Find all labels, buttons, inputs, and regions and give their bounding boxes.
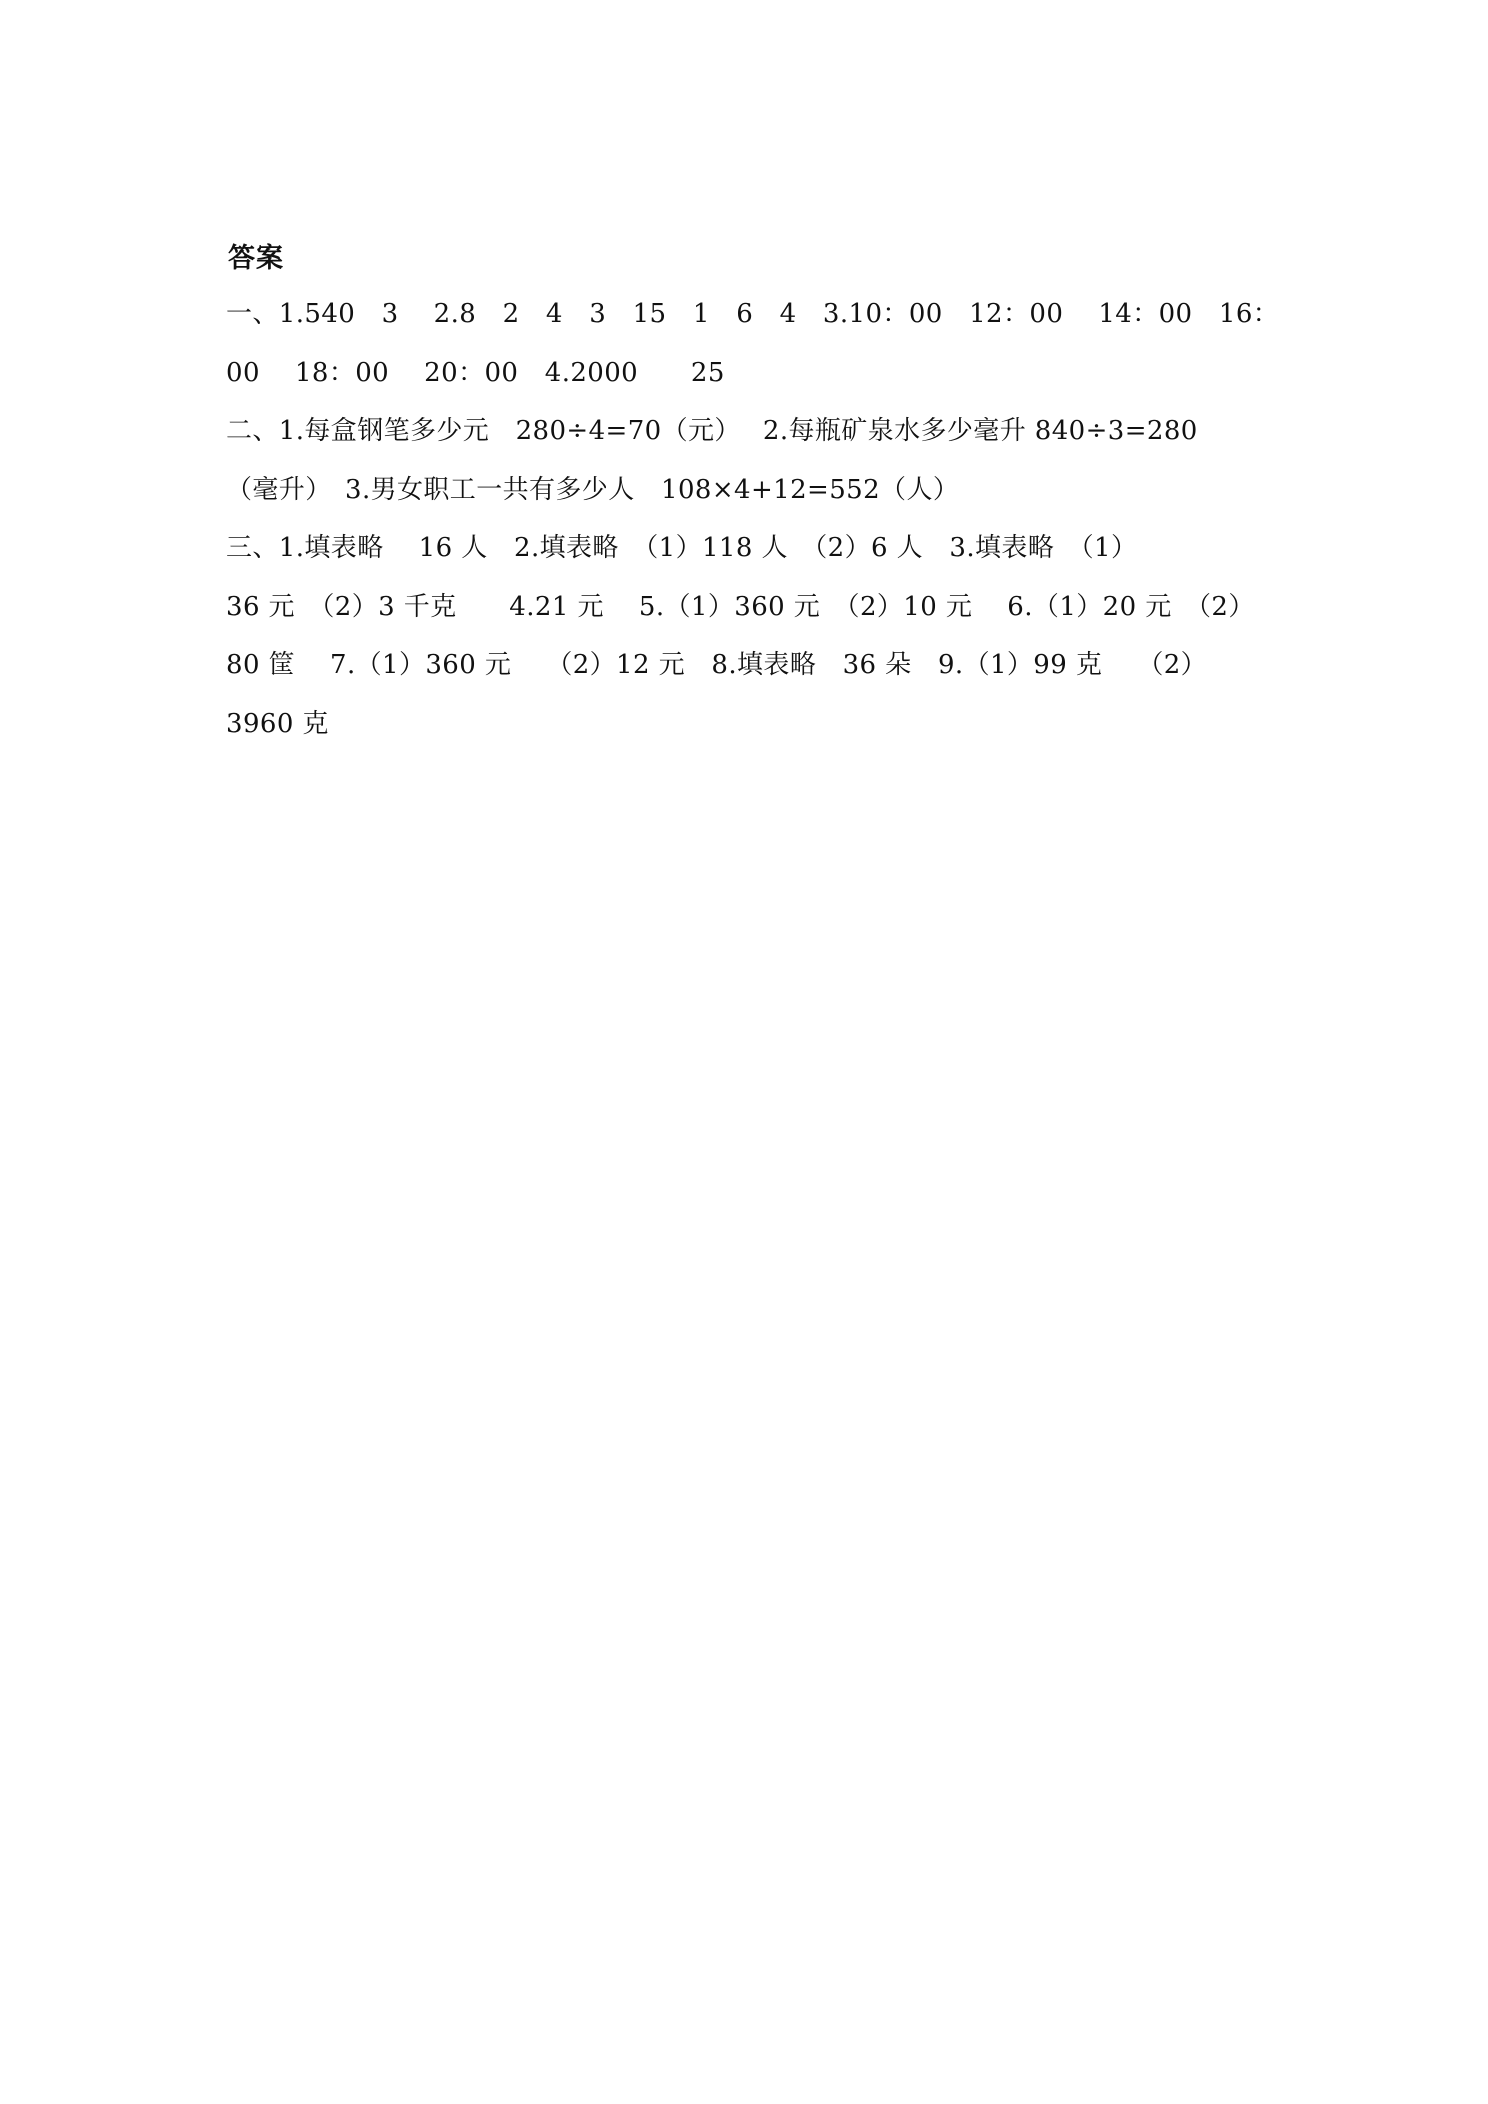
answer-line-6: 36 元 （2）3 千克 4.21 元 5.（1）360 元 （2）10 元 6.（1）20 元 （2） xyxy=(226,591,1255,622)
answer-line-4: （毫升） 3.男女职工一共有多少人 108×4+12=552（人） xyxy=(226,474,960,505)
answer-line-5: 三、1.填表略 16 人 2.填表略 （1）118 人 （2）6 人 3.填表略 （1） xyxy=(226,533,1138,563)
answer-line-8: 3960 克 xyxy=(226,708,329,739)
answer-title: 答案 xyxy=(228,243,284,274)
answer-line-3: 二、1.每盒钢笔多少元 280÷4=70（元） 2.每瓶矿泉水多少毫升 840÷3=280 xyxy=(226,416,1198,446)
answer-line-7: 80 筐 7.（1）360 元 （2）12 元 8.填表略 36 朵 9.（1）99 克 （2） xyxy=(226,650,1208,680)
answer-section xyxy=(226,243,1280,753)
answer-line-2: 00 18：00 20：00 4.2000 25 xyxy=(226,357,725,388)
answer-line-1: 一、1.540 3 2.8 2 4 3 15 1 6 4 3.10：00 12：00 14：00 16： xyxy=(226,299,1280,329)
